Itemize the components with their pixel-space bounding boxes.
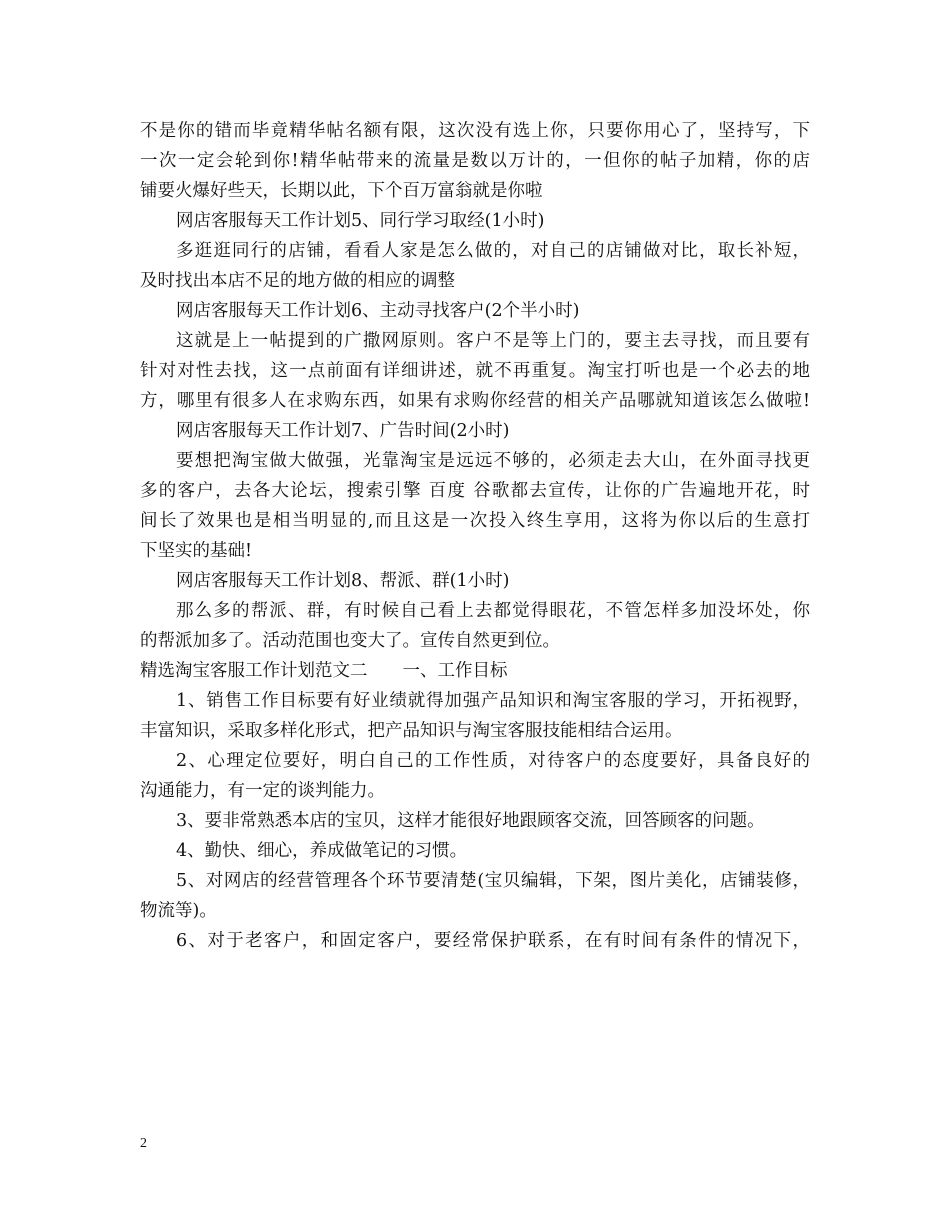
text-line: 那么多的帮派、群，有时候自己看上去都觉得眼花，不管怎样多加没坏处，你: [176, 601, 810, 621]
text-line: 铺要火爆好些天，长期以此，下个百万富翁就是你啦: [140, 181, 543, 201]
list-item: 3、要非常熟悉本店的宝贝，这样才能很好地跟顾客交流，回答顾客的问题。: [176, 811, 765, 831]
section-heading: 网店客服每天工作计划6、主动寻找客户(2个半小时): [176, 301, 580, 321]
text-line: 方，哪里有很多人在求购东西，如果有求购你经营的相关产品哪就知道该怎么做啦!: [140, 391, 810, 411]
section-heading: 网店客服每天工作计划5、同行学习取经(1小时): [176, 211, 545, 231]
text-line: 多逛逛同行的店铺，看看人家是怎么做的，对自己的店铺做对比，取长补短，: [176, 241, 810, 261]
list-item: 1、销售工作目标要有好业绩就得加强产品知识和淘宝客服的学习，开拓视野，: [176, 691, 810, 711]
text-line: 沟通能力，有一定的谈判能力。: [140, 781, 385, 801]
list-item: 6、对于老客户，和固定客户，要经常保护联系，在有时间有条件的情况下，: [176, 931, 810, 951]
list-item: 4、勤快、细心，养成做笔记的习惯。: [176, 841, 468, 861]
page-number: 2: [140, 1136, 147, 1151]
text-line: 下坚实的基础!: [140, 541, 253, 561]
list-item: 5、对网店的经营管理各个环节要清楚(宝贝编辑，下架，图片美化，店铺装修，: [176, 871, 810, 891]
list-item: 2、心理定位要好，明白自己的工作性质，对待客户的态度要好，具备良好的: [176, 751, 810, 771]
text-line: 这就是上一帖提到的广撒网原则。客户不是等上门的，要主去寻找，而且要有: [176, 331, 810, 351]
text-line: 丰富知识，采取多样化形式，把产品知识与淘宝客服技能相结合运用。: [140, 721, 683, 741]
text-line: 多的客户，去各大论坛，搜索引擎 百度 谷歌都去宣传，让你的广告遍地开花，时: [140, 481, 810, 501]
document-body: [140, 116, 810, 956]
text-line: 要想把淘宝做大做强，光靠淘宝是远远不够的，必须走去大山，在外面寻找更: [176, 451, 810, 471]
text-line: 间长了效果也是相当明显的,而且这是一次投入终生享用，这将为你以后的生意打: [140, 511, 810, 531]
text-line: 物流等)。: [140, 901, 217, 921]
text-line: 针对对性去找，这一点前面有详细讲述，就不再重复。淘宝打听也是一个必去的地: [140, 361, 810, 381]
text-line: 不是你的错而毕竟精华帖名额有限，这次没有选上你，只要你用心了，坚持写，下: [140, 121, 810, 141]
text-line: 一次一定会轮到你!精华帖带来的流量是数以万计的，一但你的帖子加精，你的店: [140, 151, 810, 171]
text-line: 的帮派加多了。活动范围也变大了。宣传自然更到位。: [140, 631, 560, 651]
section-heading: 网店客服每天工作计划7、广告时间(2小时): [176, 421, 510, 441]
section-title: 精选淘宝客服工作计划范文二 一、工作目标: [140, 661, 508, 681]
section-heading: 网店客服每天工作计划8、帮派、群(1小时): [176, 571, 510, 591]
text-line: 及时找出本店不足的地方做的相应的调整: [140, 271, 455, 291]
